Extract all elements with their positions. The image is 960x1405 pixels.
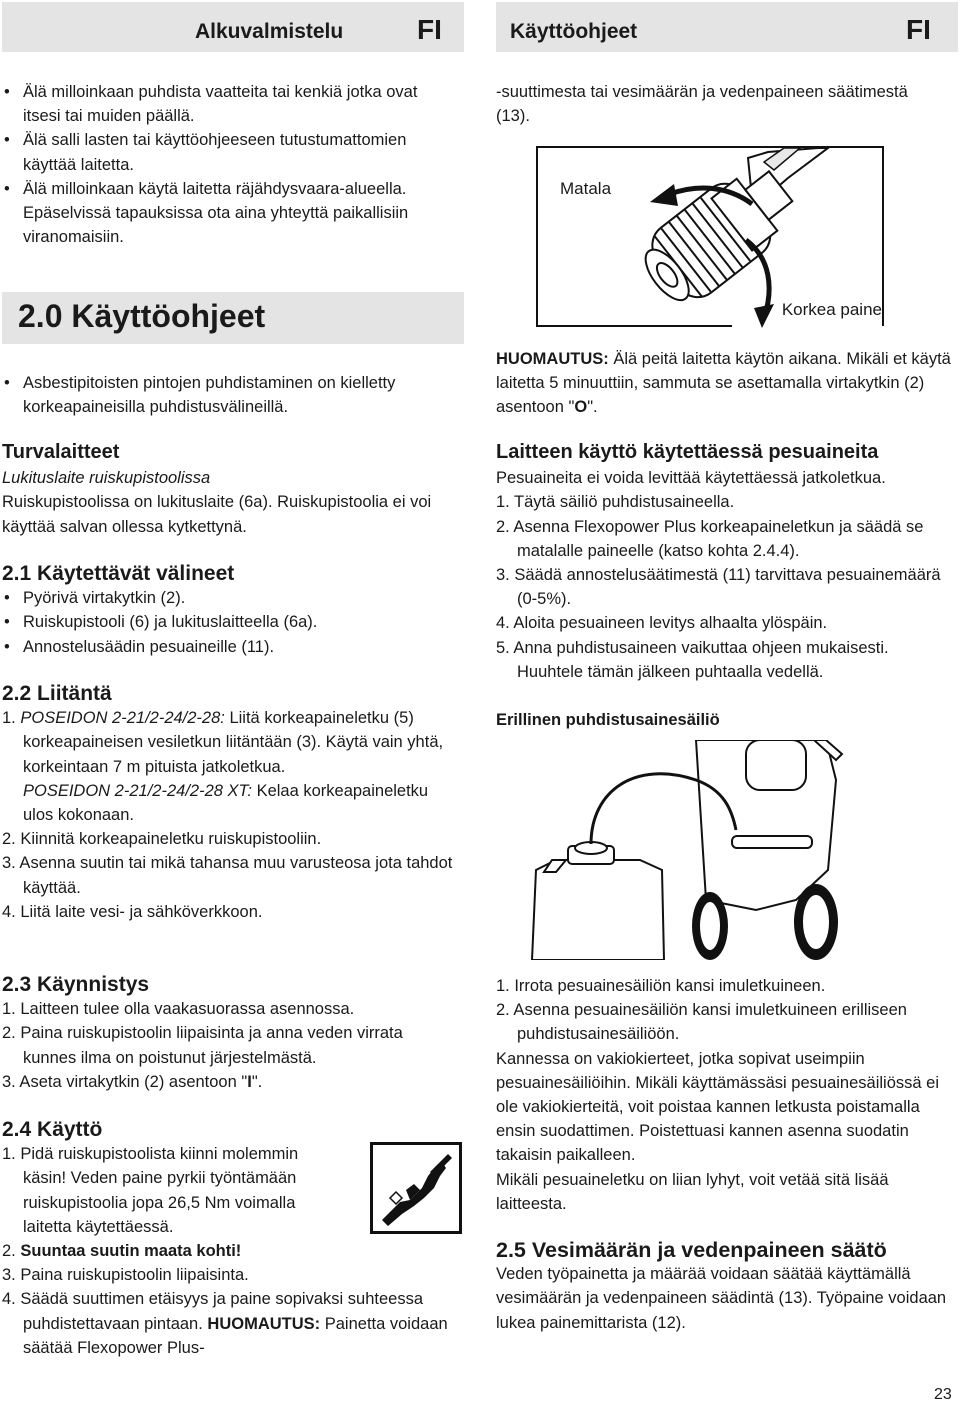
list-item: • Älä milloinkaan käytä laitetta räjähdysvaara-alueella. Epäselvissä tapauksissa ota aina yhteyttä paikallisiin viranomaisiin. <box>2 177 464 250</box>
continued-text <box>496 80 958 128</box>
list-item: 4. Liitä laite vesi- ja sähköverkkoon. <box>2 902 263 921</box>
note-text: Älä peitä laitetta käytön aikana. Mikäli et käytä laitetta 5 minuuttiin, sammuta se asettamalla virtakytkin (2) asentoon " <box>496 350 951 417</box>
section-2-1-title: 2.1 Käytettävät välineet <box>2 562 235 585</box>
nozzle-figure <box>536 146 884 326</box>
list-item: • Älä salli lasten tai käyttöohjeeseen tutustumattomien käyttää laitetta. <box>2 128 464 176</box>
list-item: 2. Kiinnitä korkeapaineletku ruiskupistooliin. <box>2 830 322 849</box>
list-item <box>2 1239 464 1263</box>
header-lang: FI <box>417 14 442 45</box>
list-item: • Asbestipitoisten pintojen puhdistaminen on kielletty korkeapaineisilla puhdistusvälineillä. <box>2 371 464 419</box>
detergent-section <box>496 440 958 684</box>
list-item: 3. Säädä annostelusäätimestä (11) tarvittava pesuainemäärä (0-5%). <box>496 566 941 609</box>
note-text: ". <box>587 398 598 417</box>
header-lang: FI <box>906 14 931 45</box>
safety-subtitle: Lukituslaite ruiskupistoolissa <box>2 469 211 488</box>
asbestos-warning <box>2 371 464 419</box>
section-2-5-title: 2.5 Vesimäärän ja vedenpaineen säätö <box>496 1238 887 1262</box>
note <box>496 347 958 420</box>
list-item: • Ruiskupistooli (6) ja lukituslaitteella (6a). <box>2 610 464 634</box>
figure-rule <box>536 325 732 327</box>
section-title-bar <box>2 292 464 344</box>
header-left <box>2 2 464 52</box>
list-item-sub <box>2 779 464 827</box>
tank-steps <box>496 974 958 1216</box>
tank-title: Erillinen puhdistusainesäiliö <box>496 711 720 729</box>
list-item: 1. Täytä säiliö puhdistusaineella. <box>496 493 735 512</box>
list-item: • Älä milloinkaan puhdista vaatteita tai kenkiä jotka ovat itsesi tai muiden päällä. <box>2 80 464 128</box>
section-2-3 <box>2 973 464 1094</box>
list-item: 1. Pidä ruiskupistoolista kiinni molemmin käsin! Veden paine pyrkii työntämään ruiskupistoolia jopa 26,5 Nm voimalla laitetta käytettäessä. <box>2 1145 299 1236</box>
list-item: 4. Aloita pesuaineen levitys alhaalta ylöspäin. <box>496 614 828 633</box>
list-item: 2. Asenna Flexopower Plus korkeapaineletkun ja säädä se matalalle paineelle (katso kohta 2.4.4). <box>496 517 924 560</box>
high-pressure-label: Korkea paine <box>781 300 882 319</box>
item-number: 2. <box>2 1242 21 1261</box>
list-item: 1. Irrota pesuainesäiliön kansi imuletkuineen. <box>496 977 826 995</box>
header-right <box>496 2 958 52</box>
list-item: 3. Paina ruiskupistoolin liipaisinta. <box>2 1266 249 1285</box>
switch-position: I <box>247 1072 252 1091</box>
list-item <box>2 706 464 779</box>
list-item: • Annostelusäädin pesuaineille (11). <box>2 635 464 659</box>
safety-title: Turvalaitteet <box>2 441 120 463</box>
paragraph <box>496 347 958 420</box>
list-item <box>2 1287 464 1360</box>
header-title: Alkuvalmistelu <box>195 20 344 43</box>
note-label: HUOMAUTUS: <box>207 1314 321 1333</box>
section-title: 2.0 Käyttöohjeet <box>18 298 266 334</box>
item-number: 1. <box>2 709 16 728</box>
model-name: POSEIDON 2-21/2-24/2-28 XT: <box>23 781 252 800</box>
section-2-2 <box>2 682 464 924</box>
model-name: POSEIDON 2-21/2-24/2-28: <box>20 709 225 728</box>
switch-position: O <box>574 398 588 417</box>
paragraph: Veden työpainetta ja määrää voidaan säätää käyttämällä vesimäärän ja vedenpaineen säädintä (13). Työpaine voidaan lukea painemittarista (12). <box>496 1265 947 1332</box>
section-2-4-title: 2.4 Käyttö <box>2 1118 103 1141</box>
section-2-2-title: 2.2 Liitäntä <box>2 682 112 705</box>
detergent-title: Laitteen käyttö käytettäessä pesuaineita <box>496 441 879 463</box>
tank-section <box>496 708 958 732</box>
section-2-3-title: 2.3 Käynnistys <box>2 973 150 996</box>
paragraph: Pesuaineita ei voida levittää käytettäessä jatkoletkua. <box>496 469 886 488</box>
list-item: 2. Asenna pesuainesäiliön kansi imuletkuineen erilliseen puhdistusainesäiliöön. <box>496 1001 907 1044</box>
detergent-tank-illustration <box>496 740 876 960</box>
low-pressure-label: Matala <box>560 179 612 198</box>
item-text: Painetta voidaan säätää Flexopower Plus- <box>23 1314 448 1357</box>
safety-devices <box>2 440 464 539</box>
list-item: 2. Paina ruiskupistoolin liipaisinta ja anna veden virrata kunnes ilma on poistunut järjestelmästä. <box>2 1024 403 1067</box>
note-label: HUOMAUTUS: <box>496 350 609 368</box>
list-item: • Pyörivä virtakytkin (2). <box>2 586 464 610</box>
page-number: 23 <box>934 1386 952 1403</box>
item-text: 3. Aseta virtakytkin (2) asentoon " <box>2 1072 248 1091</box>
section-2-1 <box>2 562 464 659</box>
item-text: Suuntaa suutin maata kohti! <box>20 1242 242 1261</box>
list-item: 1. Laitteen tulee olla vaakasuorassa asennossa. <box>2 1000 355 1019</box>
list-item <box>2 1070 464 1094</box>
safety-text: Ruiskupistoolissa on lukituslaite (6a). Ruiskupistoolia ei voi käyttää salvan ollessa kytkettynä. <box>2 493 432 536</box>
paragraph: Kannessa on vakiokierteet, jotka sopivat useimpiin pesuainesäiliöihin. Mikäli käyttämässäsi pesuainesäiliössä ei ole vakiokierteitä, voit poistaa kannen letkusta poistamalla ensin suodattimen. Poistettuasi kannen asenna suodatin takaisin paikalleen. <box>496 1049 939 1165</box>
paragraph: Mikäli pesuaineletku on liian lyhyt, voit vetää sitä lisää laitteesta. <box>496 1170 889 1213</box>
item-text: Kelaa korkeapaineletku ulos kokonaan. <box>23 781 429 825</box>
list-item: 3. Asenna suutin tai mikä tahansa muu varusteosa jota tahdot käyttää. <box>2 854 453 897</box>
two-hands-pictogram <box>370 1142 462 1234</box>
item-text: ". <box>251 1072 263 1091</box>
paragraph: -suuttimesta tai vesimäärän ja vedenpaineen säätimestä (13). <box>496 83 908 126</box>
item-text: 4. Säädä suuttimen etäisyys ja paine sopivaksi suhteessa puhdistettavaan pintaan. <box>2 1290 423 1333</box>
header-title: Käyttöohjeet <box>510 20 638 43</box>
section-2-5 <box>496 1238 958 1335</box>
safety-bullets <box>2 80 464 249</box>
list-item: 5. Anna puhdistusaineen vaikuttaa ohjeen mukaisesti. Huuhtele tämän jälkeen puhtaalla vedellä. <box>496 638 889 681</box>
item-text: Liitä korkeapaineletku (5) korkeapaineisen vesiletkun liitäntään (3). Käytä vain yhtä, korkeintaan 7 m pituista jatkoletkua. <box>23 709 444 776</box>
